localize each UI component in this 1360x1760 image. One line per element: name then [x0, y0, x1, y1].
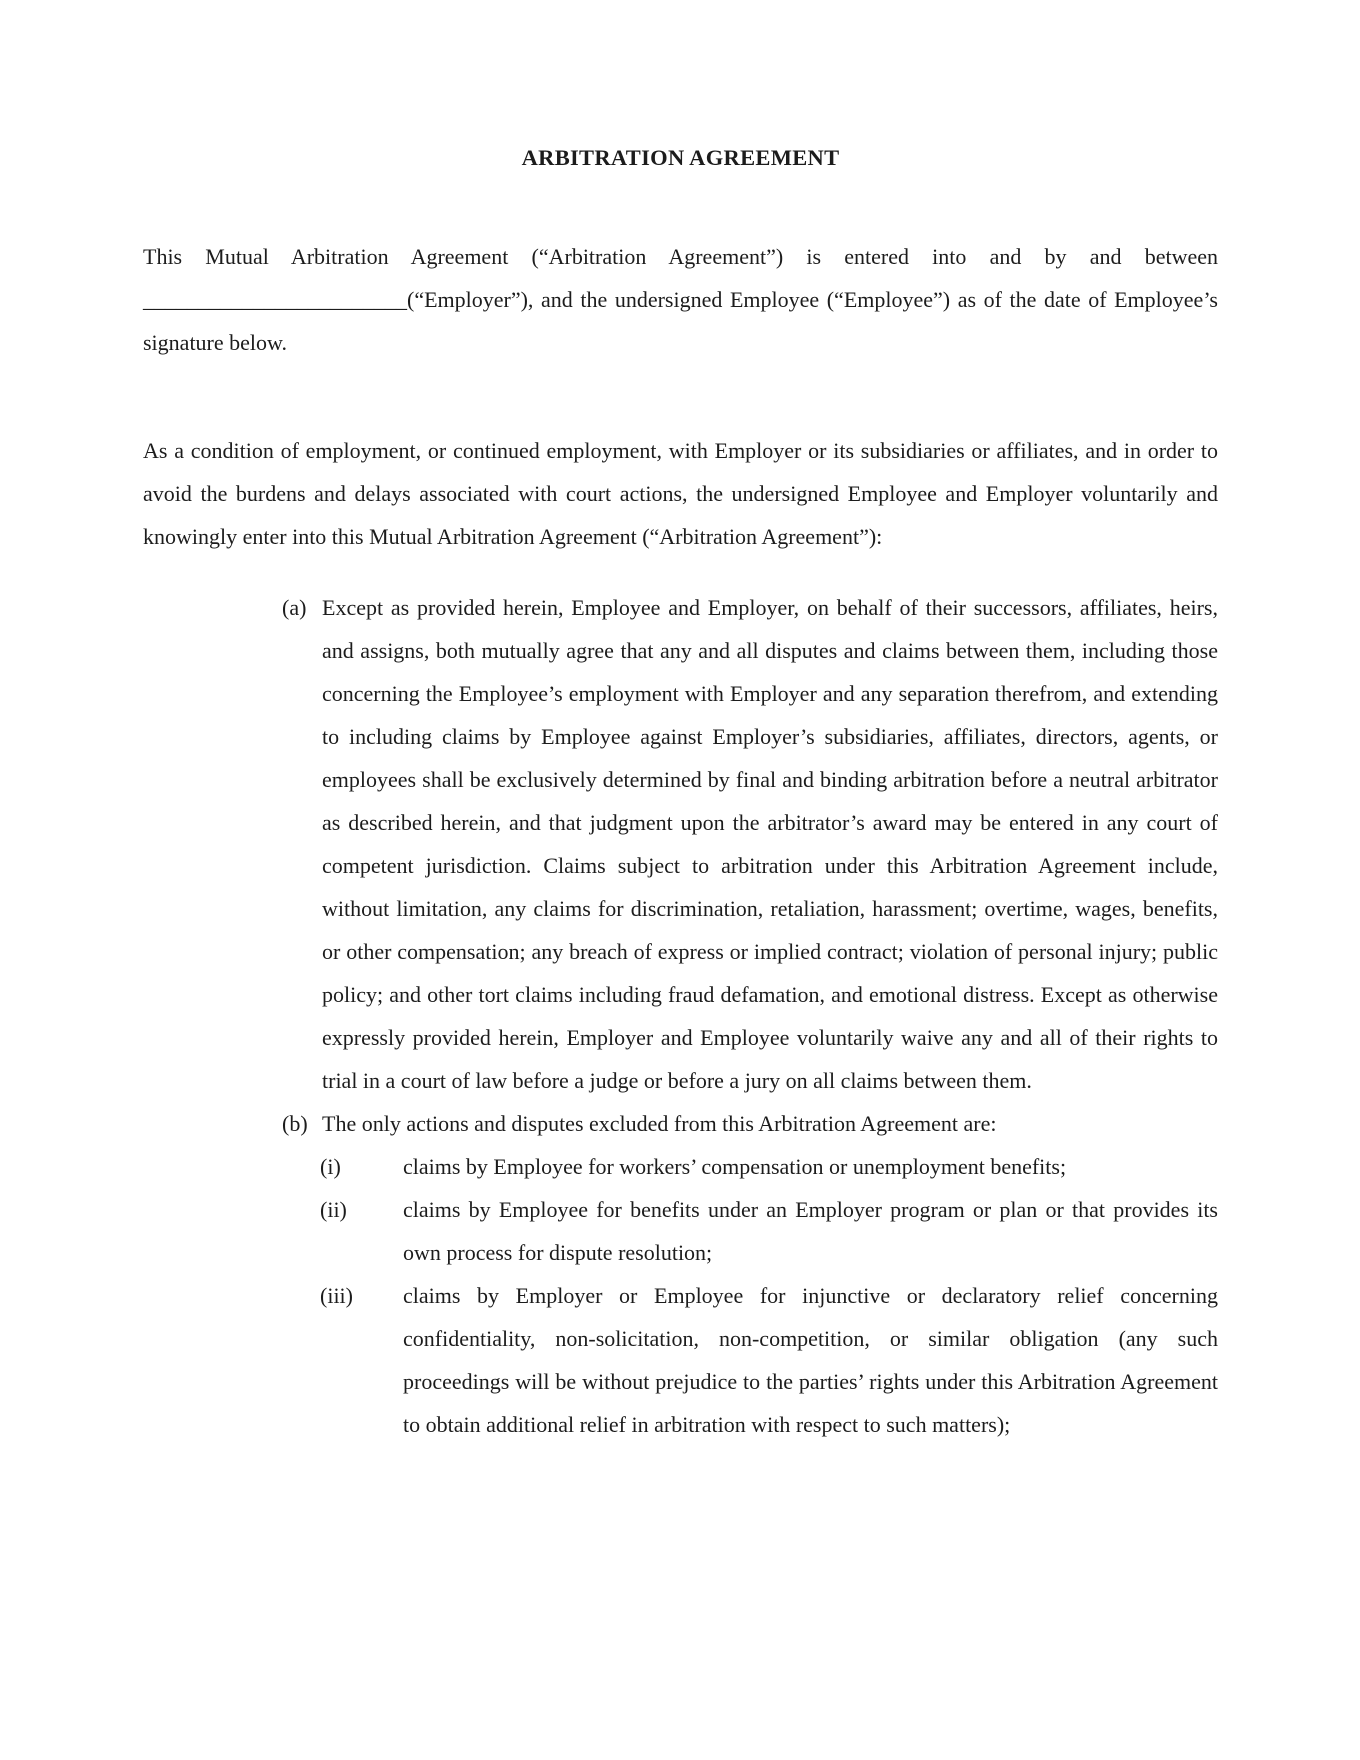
- list-item-b-text: The only actions and disputes excluded from this Arbitration Agreement are:: [322, 1111, 997, 1136]
- sublist-marker-i: (i): [320, 1154, 341, 1179]
- list-item-b: [143, 1102, 1218, 1145]
- sublist-item-ii: [143, 1188, 1218, 1274]
- sublist-item-iii: [143, 1274, 1218, 1446]
- sublist-item-iii-text: claims by Employer or Employee for injunctive or declaratory relief concerning confidentiality, non-solicitation, non-competition, or similar obligation (any such proceedings will be without prejudice to the parties’ rights under this Arbitration Agreement to obtain additional relief in arbitration with respect to such matters);: [403, 1283, 1218, 1437]
- document-title: ARBITRATION AGREEMENT: [521, 145, 840, 170]
- sublist-item-i-text: claims by Employee for workers’ compensation or unemployment benefits;: [403, 1154, 1067, 1179]
- sublist-item-ii-text: claims by Employee for benefits under an Employer program or plan or that provides its own process for dispute resolution;: [403, 1197, 1218, 1265]
- list-marker-b: (b): [282, 1111, 308, 1136]
- list-item-a: [143, 586, 1218, 1102]
- sublist-marker-iii: (iii): [320, 1283, 353, 1308]
- sublist-marker-ii: (ii): [320, 1197, 347, 1222]
- list-marker-a: (a): [282, 595, 307, 620]
- condition-paragraph: As a condition of employment, or continued employment, with Employer or its subsidiaries or affiliates, and in order to avoid the burdens and delays associated with court actions, the undersigned Employee and Employer voluntarily and knowingly enter into this Mutual Arbitration Agreement (“Arbitration Agreement”):: [143, 438, 1218, 549]
- intro-paragraph: This Mutual Arbitration Agreement (“Arbitration Agreement”) is entered into and by and between ________________________(“Employer”), and the undersigned Employee (“Employee”) as of the date of Employee’s signature below.: [143, 244, 1218, 355]
- list-item-a-text: Except as provided herein, Employee and Employer, on behalf of their successors, affiliates, heirs, and assigns, both mutually agree that any and all disputes and claims between them, including those concerning the Employee’s employment with Employer and any separation therefrom, and extending to including claims by Employee against Employer’s subsidiaries, affiliates, directors, agents, or employees shall be exclusively determined by final and binding arbitration before a neutral arbitrator as described herein, and that judgment upon the arbitrator’s award may be entered in any court of competent jurisdiction. Claims subject to arbitration under this Arbitration Agreement include, without limitation, any claims for discrimination, retaliation, harassment; overtime, wages, benefits, or other compensation; any breach of express or implied contract; violation of personal injury; public policy; and other tort claims including fraud defamation, and emotional distress. Except as otherwise expressly provided herein, Employer and Employee voluntarily waive any and all of their rights to trial in a court of law before a judge or before a jury on all claims between them.: [322, 595, 1218, 1093]
- sublist-item-i: [143, 1145, 1218, 1188]
